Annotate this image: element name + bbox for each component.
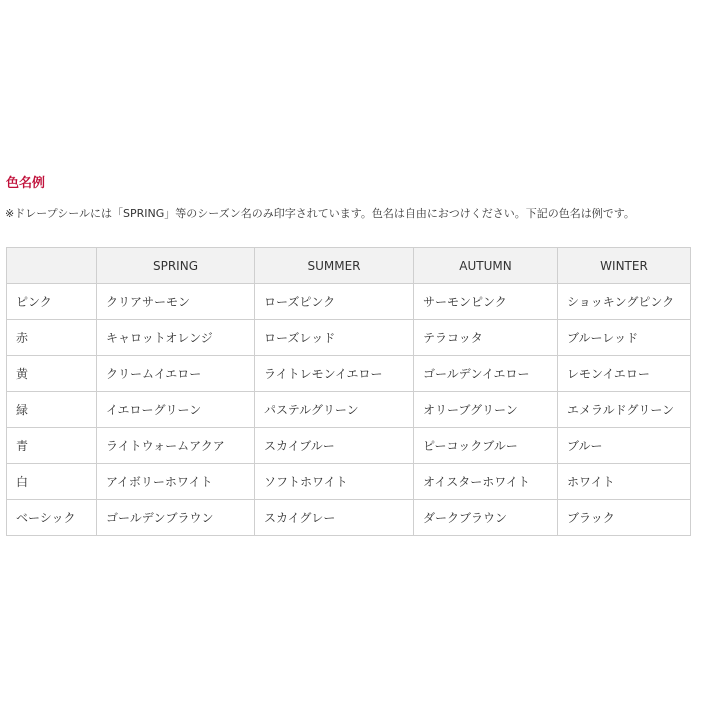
table-cell: ブルー — [558, 428, 691, 464]
section-heading: 色名例 — [6, 176, 46, 191]
table-cell: クリアサーモン — [97, 284, 255, 320]
table-row — [7, 392, 691, 428]
row-label-cell: ベーシック — [7, 500, 97, 536]
header-cell-autumn: AUTUMN — [414, 248, 558, 284]
table-cell: オリーブグリーン — [414, 392, 558, 428]
table-cell: イエローグリーン — [97, 392, 255, 428]
table-cell: ブルーレッド — [558, 320, 691, 356]
header-cell-empty — [7, 248, 97, 284]
table-cell: アイボリーホワイト — [97, 464, 255, 500]
table-cell: サーモンピンク — [414, 284, 558, 320]
table-cell: ソフトホワイト — [255, 464, 414, 500]
table-cell: スカイグレー — [255, 500, 414, 536]
row-label-cell: 黄 — [7, 356, 97, 392]
table-row — [7, 500, 691, 536]
table-cell: ブラック — [558, 500, 691, 536]
table-row — [7, 428, 691, 464]
table-cell: レモンイエロー — [558, 356, 691, 392]
table-cell: ライトレモンイエロー — [255, 356, 414, 392]
header-cell-summer: SUMMER — [255, 248, 414, 284]
table-row — [7, 320, 691, 356]
table-cell: ローズレッド — [255, 320, 414, 356]
table-cell: パステルグリーン — [255, 392, 414, 428]
table-row — [7, 284, 691, 320]
row-label-cell: 緑 — [7, 392, 97, 428]
table-cell: スカイブルー — [255, 428, 414, 464]
color-name-table — [6, 247, 691, 536]
table-row — [7, 464, 691, 500]
table-cell: ゴールデンイエロー — [414, 356, 558, 392]
table-cell: キャロットオレンジ — [97, 320, 255, 356]
table-cell: ホワイト — [558, 464, 691, 500]
table-cell: ゴールデンブラウン — [97, 500, 255, 536]
row-label-cell: 青 — [7, 428, 97, 464]
table-cell: ショッキングピンク — [558, 284, 691, 320]
table-cell: ローズピンク — [255, 284, 414, 320]
table-cell: エメラルドグリーン — [558, 392, 691, 428]
row-label-cell: 白 — [7, 464, 97, 500]
row-label-cell: ピンク — [7, 284, 97, 320]
table-cell: クリームイエロー — [97, 356, 255, 392]
table-cell: テラコッタ — [414, 320, 558, 356]
header-row — [7, 248, 691, 284]
row-label-cell: 赤 — [7, 320, 97, 356]
table-cell: ライトウォームアクア — [97, 428, 255, 464]
table-cell: ピーコックブルー — [414, 428, 558, 464]
season-note: ※ドレープシールには「SPRING」等のシーズン名のみ印字されています。色名は自由におつけください。下記の色名は例です。 — [5, 207, 635, 220]
header-cell-winter: WINTER — [558, 248, 691, 284]
table-row — [7, 356, 691, 392]
table-cell: ダークブラウン — [414, 500, 558, 536]
table-cell: オイスターホワイト — [414, 464, 558, 500]
header-cell-spring: SPRING — [97, 248, 255, 284]
